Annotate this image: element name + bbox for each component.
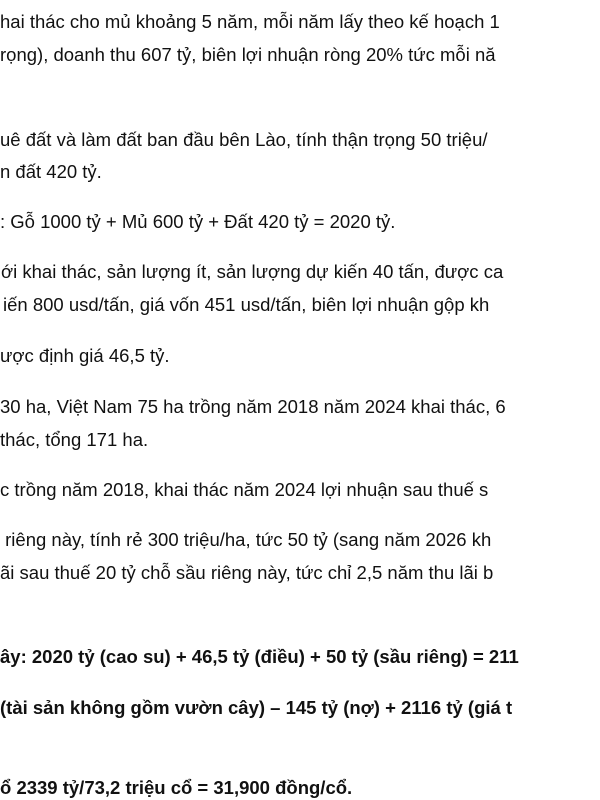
- summary-line: ổ 2339 tỷ/73,2 triệu cổ = 31,900 đồng/cổ.: [0, 777, 353, 798]
- text-line: uê đất và làm đất ban đầu bên Lào, tính thận trọng 50 triệu/: [0, 129, 488, 150]
- text-line: iến 800 usd/tấn, giá vốn 451 usd/tấn, biên lợi nhuận gộp kh: [3, 294, 490, 315]
- text-line: rọng), doanh thu 607 tỷ, biên lợi nhuận ròng 20% tức mỗi nă: [0, 44, 496, 65]
- text-line: n đất 420 tỷ.: [0, 161, 102, 182]
- summary-line: ây: 2020 tỷ (cao su) + 46,5 tỷ (điều) + 50 tỷ (sầu riêng) = 211: [0, 646, 519, 667]
- text-line: 30 ha, Việt Nam 75 ha trồng năm 2018 năm 2024 khai thác, 6: [0, 396, 506, 417]
- text-line: : Gỗ 1000 tỷ + Mủ 600 tỷ + Đất 420 tỷ = 2020 tỷ.: [0, 211, 396, 232]
- text-line: riêng này, tính rẻ 300 triệu/ha, tức 50 tỷ (sang năm 2026 kh: [0, 529, 492, 550]
- text-line: thác, tổng 171 ha.: [0, 429, 149, 450]
- text-line: ãi sau thuế 20 tỷ chỗ sầu riêng này, tức chỉ 2,5 năm thu lãi b: [0, 562, 494, 583]
- text-line: ới khai thác, sản lượng ít, sản lượng dự kiến 40 tấn, được ca: [1, 261, 504, 282]
- text-line: c trồng năm 2018, khai thác năm 2024 lợi nhuận sau thuế s: [0, 479, 489, 500]
- summary-line: (tài sản không gồm vườn cây) – 145 tỷ (nợ) + 2116 tỷ (giá t: [0, 697, 513, 718]
- text-line: ược định giá 46,5 tỷ.: [0, 345, 170, 366]
- text-line: hai thác cho mủ khoảng 5 năm, mỗi năm lấy theo kế hoạch 1: [0, 11, 500, 32]
